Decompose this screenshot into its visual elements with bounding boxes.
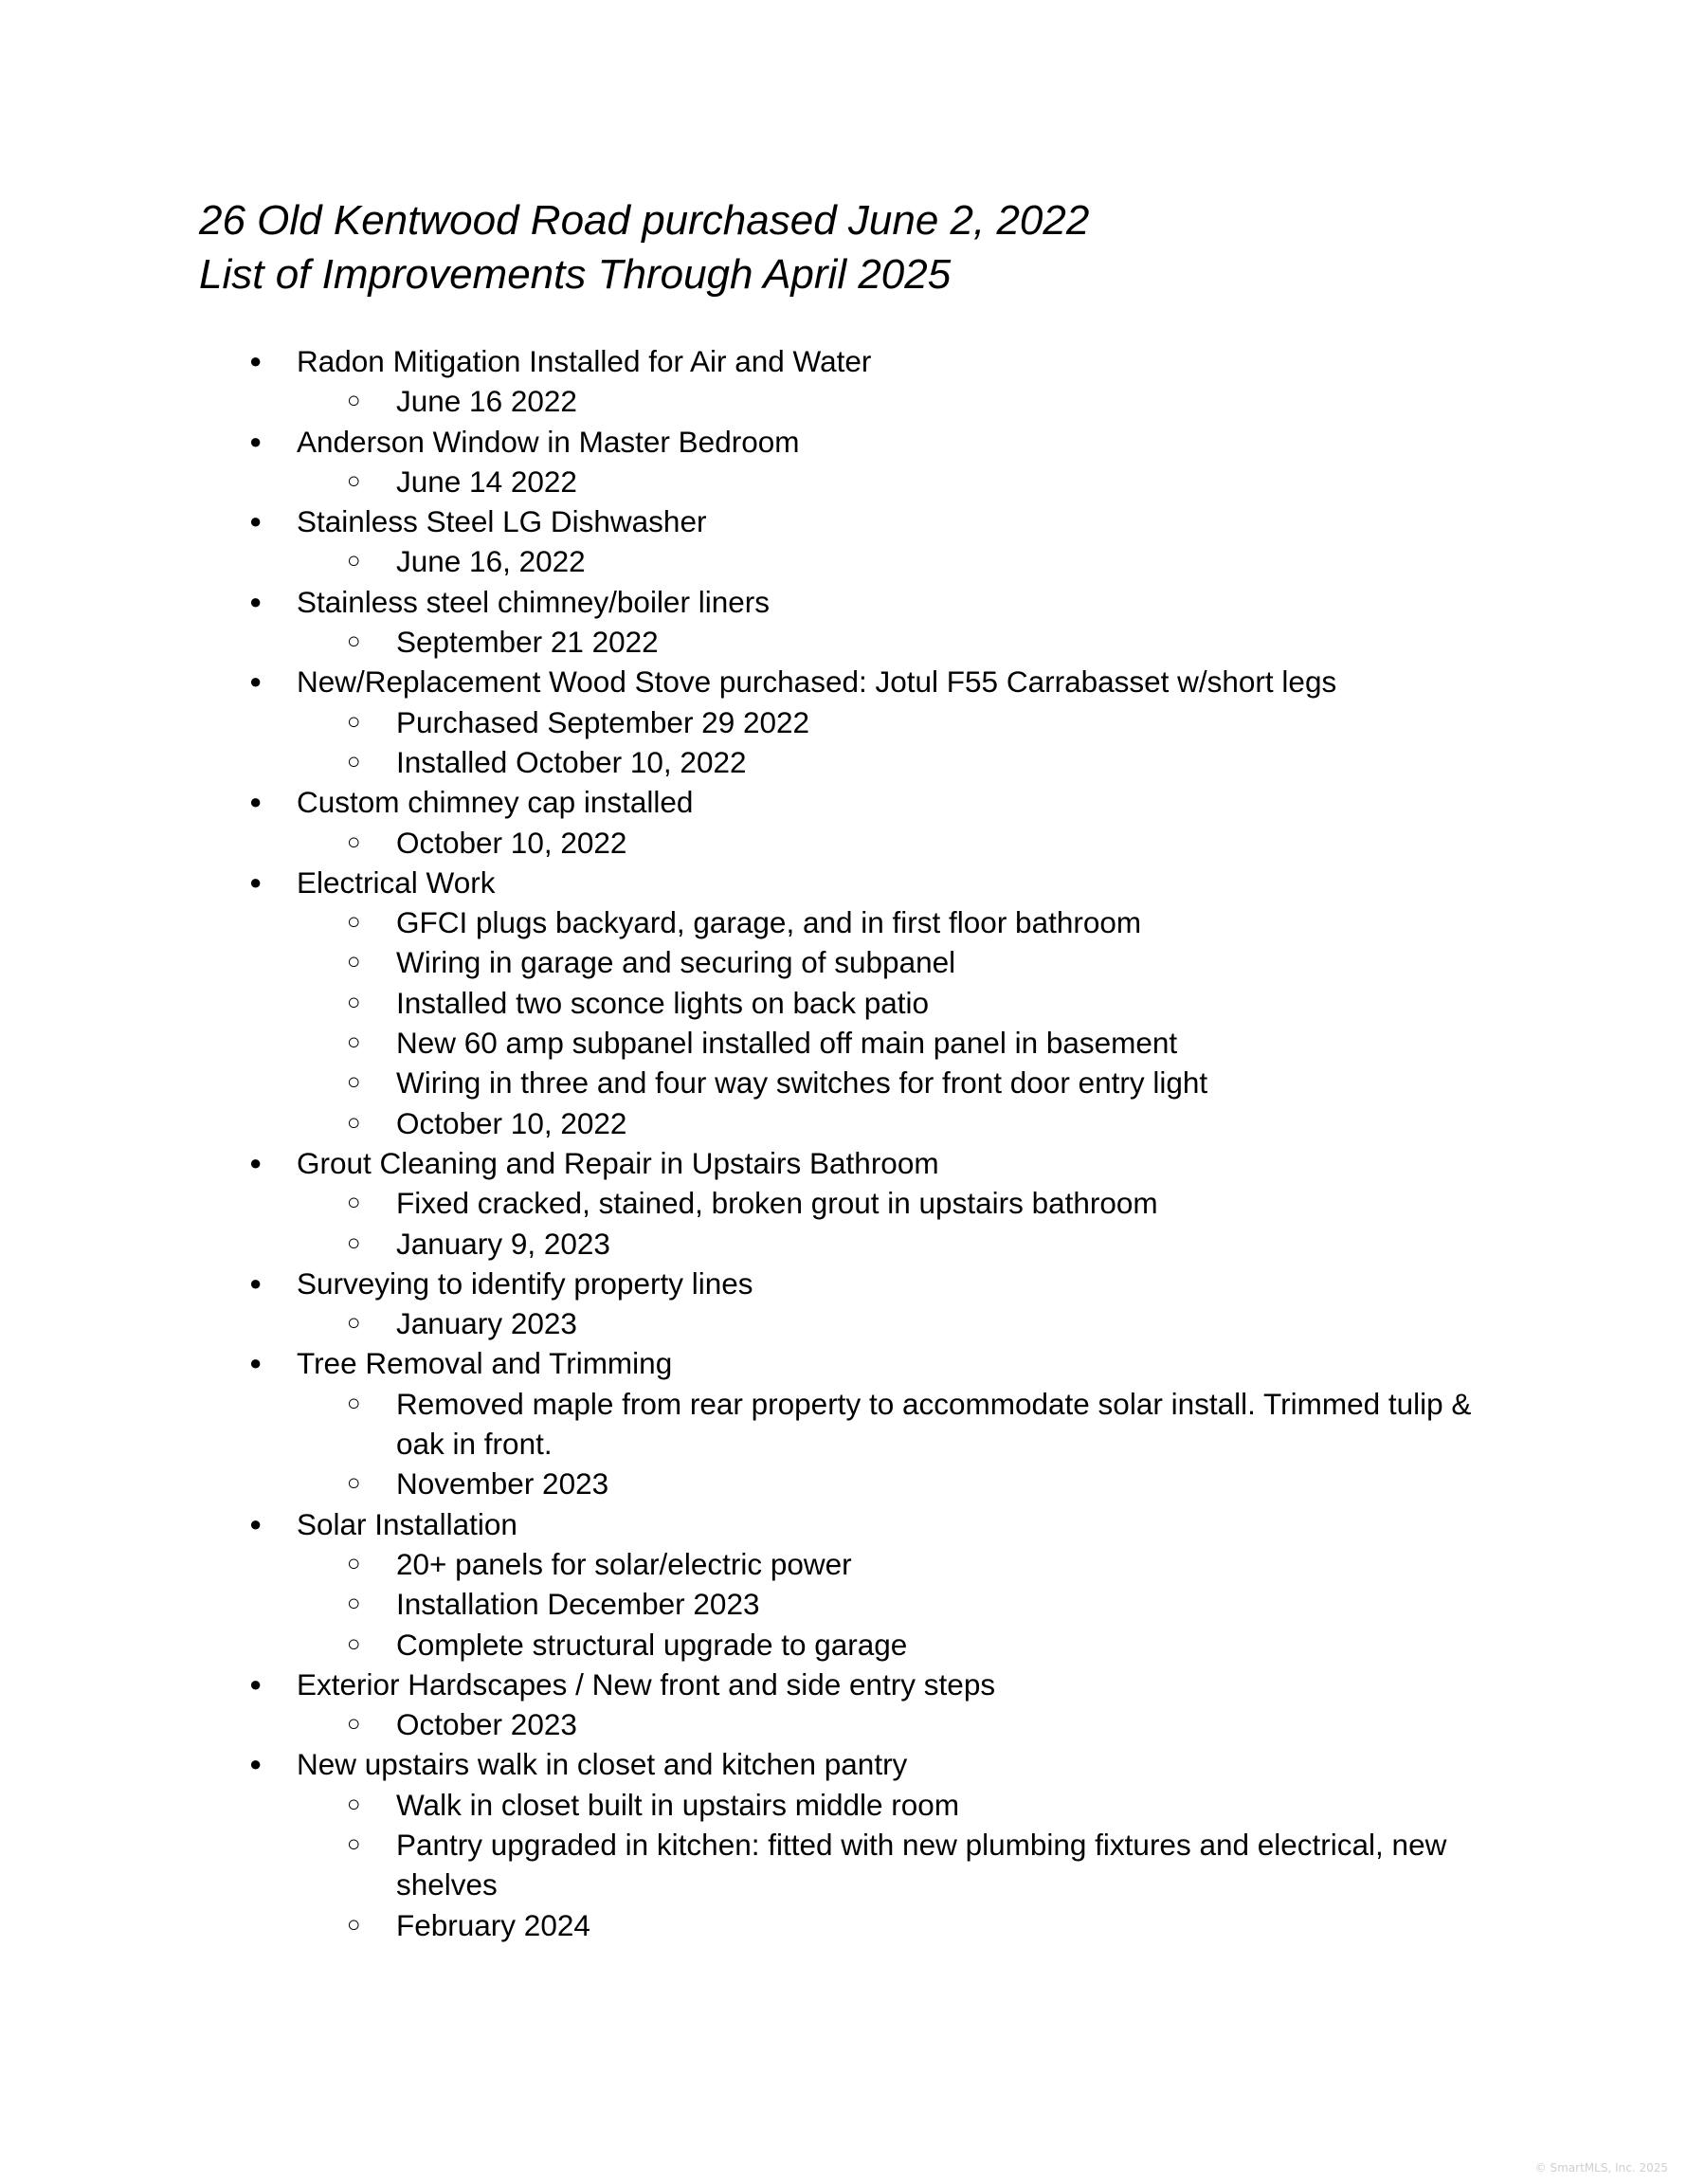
bullet-icon: ●	[249, 589, 263, 613]
sub-list-item	[0, 902, 1486, 942]
sub-list-item	[0, 742, 1486, 782]
sub-list-item-label: Complete structural upgrade to garage	[396, 1627, 908, 1662]
hollow-bullet-icon: ○	[347, 1630, 361, 1657]
sub-list-item	[0, 462, 1486, 501]
bullet-icon: ●	[249, 349, 263, 373]
sub-list-item-label: 20+ panels for solar/electric power	[396, 1546, 852, 1581]
bullet-icon: ●	[249, 790, 263, 814]
list-item	[0, 501, 1687, 541]
sub-list-item	[0, 1103, 1486, 1143]
list-item-label: Surveying to identify property lines	[297, 1265, 753, 1301]
sub-list-item	[0, 1063, 1486, 1102]
sub-list-item	[0, 1023, 1486, 1063]
list-item	[0, 422, 1687, 462]
list-item-label: Custom chimney cap installed	[297, 785, 694, 820]
bullet-icon: ●	[249, 1511, 263, 1536]
list-item	[0, 1143, 1687, 1183]
sub-list-item-label: January 2023	[396, 1306, 577, 1341]
bullet-icon: ●	[249, 869, 263, 894]
bullet-icon: ●	[249, 1270, 263, 1295]
sub-list-item	[0, 1183, 1486, 1223]
sub-list-item	[0, 823, 1486, 863]
sub-list-item	[0, 1303, 1486, 1343]
bullet-icon: ●	[249, 1752, 263, 1776]
sub-list-item-label: Installed October 10, 2022	[396, 744, 747, 779]
list-item	[0, 1343, 1687, 1383]
title-line-address: 26 Old Kentwood Road purchased June 2, 2022	[199, 197, 1090, 244]
list-item-label: Anderson Window in Master Bedroom	[297, 424, 800, 459]
sub-list-item	[0, 1625, 1486, 1665]
hollow-bullet-icon: ○	[347, 1591, 361, 1617]
list-item-label: Tree Removal and Trimming	[297, 1346, 673, 1381]
list-item	[0, 662, 1687, 701]
sub-list-item-label: Installation December 2023	[396, 1587, 760, 1622]
sub-list-item	[0, 1384, 1486, 1465]
sub-list-item	[0, 1825, 1486, 1905]
list-item	[0, 1744, 1687, 1784]
sub-list-item	[0, 1464, 1486, 1503]
sub-list-item-label: Removed maple from rear property to accommodate solar install. Trimmed tulip & oak in front.	[396, 1386, 1472, 1462]
hollow-bullet-icon: ○	[347, 548, 361, 574]
sub-list-item	[0, 702, 1486, 742]
list-item-label: Solar Installation	[297, 1506, 517, 1541]
sub-list-item-label: Walk in closet built in upstairs middle room	[396, 1787, 960, 1822]
sub-list-item	[0, 381, 1486, 421]
sub-list-item	[0, 541, 1486, 581]
bullet-icon: ●	[249, 1150, 263, 1174]
sub-list-item-label: Wiring in garage and securing of subpanel	[396, 945, 956, 980]
list-item	[0, 1504, 1687, 1544]
bullet-icon: ●	[249, 428, 263, 453]
sub-list-item-label: GFCI plugs backyard, garage, and in first floor bathroom	[396, 905, 1142, 940]
sub-list-item-label: Fixed cracked, stained, broken grout in upstairs bathroom	[396, 1186, 1158, 1221]
sub-list-item-label: Purchased September 29 2022	[396, 704, 810, 739]
hollow-bullet-icon: ○	[347, 1470, 361, 1497]
improvements-list	[0, 341, 1687, 1945]
hollow-bullet-icon: ○	[347, 1029, 361, 1056]
hollow-bullet-icon: ○	[347, 1390, 361, 1416]
sub-list-item	[0, 983, 1486, 1023]
bullet-icon: ●	[249, 509, 263, 534]
list-item-label: Electrical Work	[297, 864, 496, 900]
sub-list-item-label: February 2024	[396, 1907, 590, 1942]
sub-list-item	[0, 942, 1486, 982]
list-item	[0, 582, 1687, 622]
sub-list-item	[0, 1704, 1486, 1744]
list-item-label: Stainless Steel LG Dishwasher	[297, 504, 707, 539]
hollow-bullet-icon: ○	[347, 828, 361, 855]
list-item-label: Exterior Hardscapes / New front and side entry steps	[297, 1666, 996, 1702]
bullet-icon: ●	[249, 1671, 263, 1696]
sub-list-item	[0, 1224, 1486, 1264]
hollow-bullet-icon: ○	[347, 989, 361, 1015]
hollow-bullet-icon: ○	[347, 628, 361, 655]
sub-list-item-label: Installed two sconce lights on back patio	[396, 985, 930, 1020]
sub-list-item	[0, 1785, 1486, 1825]
bullet-icon: ●	[249, 669, 263, 694]
list-item	[0, 341, 1687, 381]
list-item-label: New/Replacement Wood Stove purchased: Jotul F55 Carrabasset w/short legs	[297, 664, 1337, 700]
hollow-bullet-icon: ○	[347, 1310, 361, 1337]
sub-list-item-label: November 2023	[396, 1466, 609, 1502]
hollow-bullet-icon: ○	[347, 1830, 361, 1857]
sub-list-item	[0, 622, 1486, 662]
hollow-bullet-icon: ○	[347, 909, 361, 936]
list-item	[0, 782, 1687, 822]
sub-list-item-label: June 14 2022	[396, 464, 577, 499]
title-line-improvements: List of Improvements Through April 2025	[199, 251, 952, 298]
hollow-bullet-icon: ○	[347, 949, 361, 975]
hollow-bullet-icon: ○	[347, 1711, 361, 1738]
document-title	[199, 193, 1089, 301]
sub-list-item-label: October 10, 2022	[396, 825, 627, 860]
sub-list-item-label: June 16, 2022	[396, 544, 586, 579]
sub-list-item	[0, 1544, 1486, 1584]
hollow-bullet-icon: ○	[347, 1190, 361, 1216]
hollow-bullet-icon: ○	[347, 467, 361, 494]
sub-list-item	[0, 1905, 1486, 1945]
hollow-bullet-icon: ○	[347, 388, 361, 414]
hollow-bullet-icon: ○	[347, 1550, 361, 1576]
hollow-bullet-icon: ○	[347, 748, 361, 774]
hollow-bullet-icon: ○	[347, 1791, 361, 1817]
hollow-bullet-icon: ○	[347, 708, 361, 735]
list-item	[0, 1665, 1687, 1704]
sub-list-item-label: Wiring in three and four way switches for front door entry light	[396, 1065, 1208, 1101]
hollow-bullet-icon: ○	[347, 1069, 361, 1096]
list-item-label: Stainless steel chimney/boiler liners	[297, 584, 770, 619]
sub-list-item-label: Pantry upgraded in kitchen: fitted with new plumbing fixtures and electrical, new shelves	[396, 1827, 1447, 1902]
hollow-bullet-icon: ○	[347, 1911, 361, 1938]
sub-list-item-label: October 10, 2022	[396, 1105, 627, 1140]
list-item	[0, 863, 1687, 902]
sub-list-item-label: June 16 2022	[396, 384, 577, 419]
list-item-label: New upstairs walk in closet and kitchen pantry	[297, 1747, 908, 1782]
sub-list-item-label: October 2023	[396, 1707, 577, 1742]
hollow-bullet-icon: ○	[347, 1229, 361, 1256]
sub-list-item	[0, 1584, 1486, 1624]
sub-list-item-label: New 60 amp subpanel installed off main panel in basement	[396, 1026, 1178, 1061]
sub-list-item-label: January 9, 2023	[396, 1226, 610, 1261]
hollow-bullet-icon: ○	[347, 1109, 361, 1136]
sub-list-item-label: September 21 2022	[396, 625, 659, 660]
bullet-icon: ●	[249, 1351, 263, 1375]
list-item-label: Grout Cleaning and Repair in Upstairs Bathroom	[297, 1145, 939, 1180]
list-item-label: Radon Mitigation Installed for Air and Water	[297, 344, 872, 378]
copyright-watermark: © SmartMLS, Inc. 2025	[1534, 2161, 1668, 2175]
list-item	[0, 1264, 1687, 1303]
